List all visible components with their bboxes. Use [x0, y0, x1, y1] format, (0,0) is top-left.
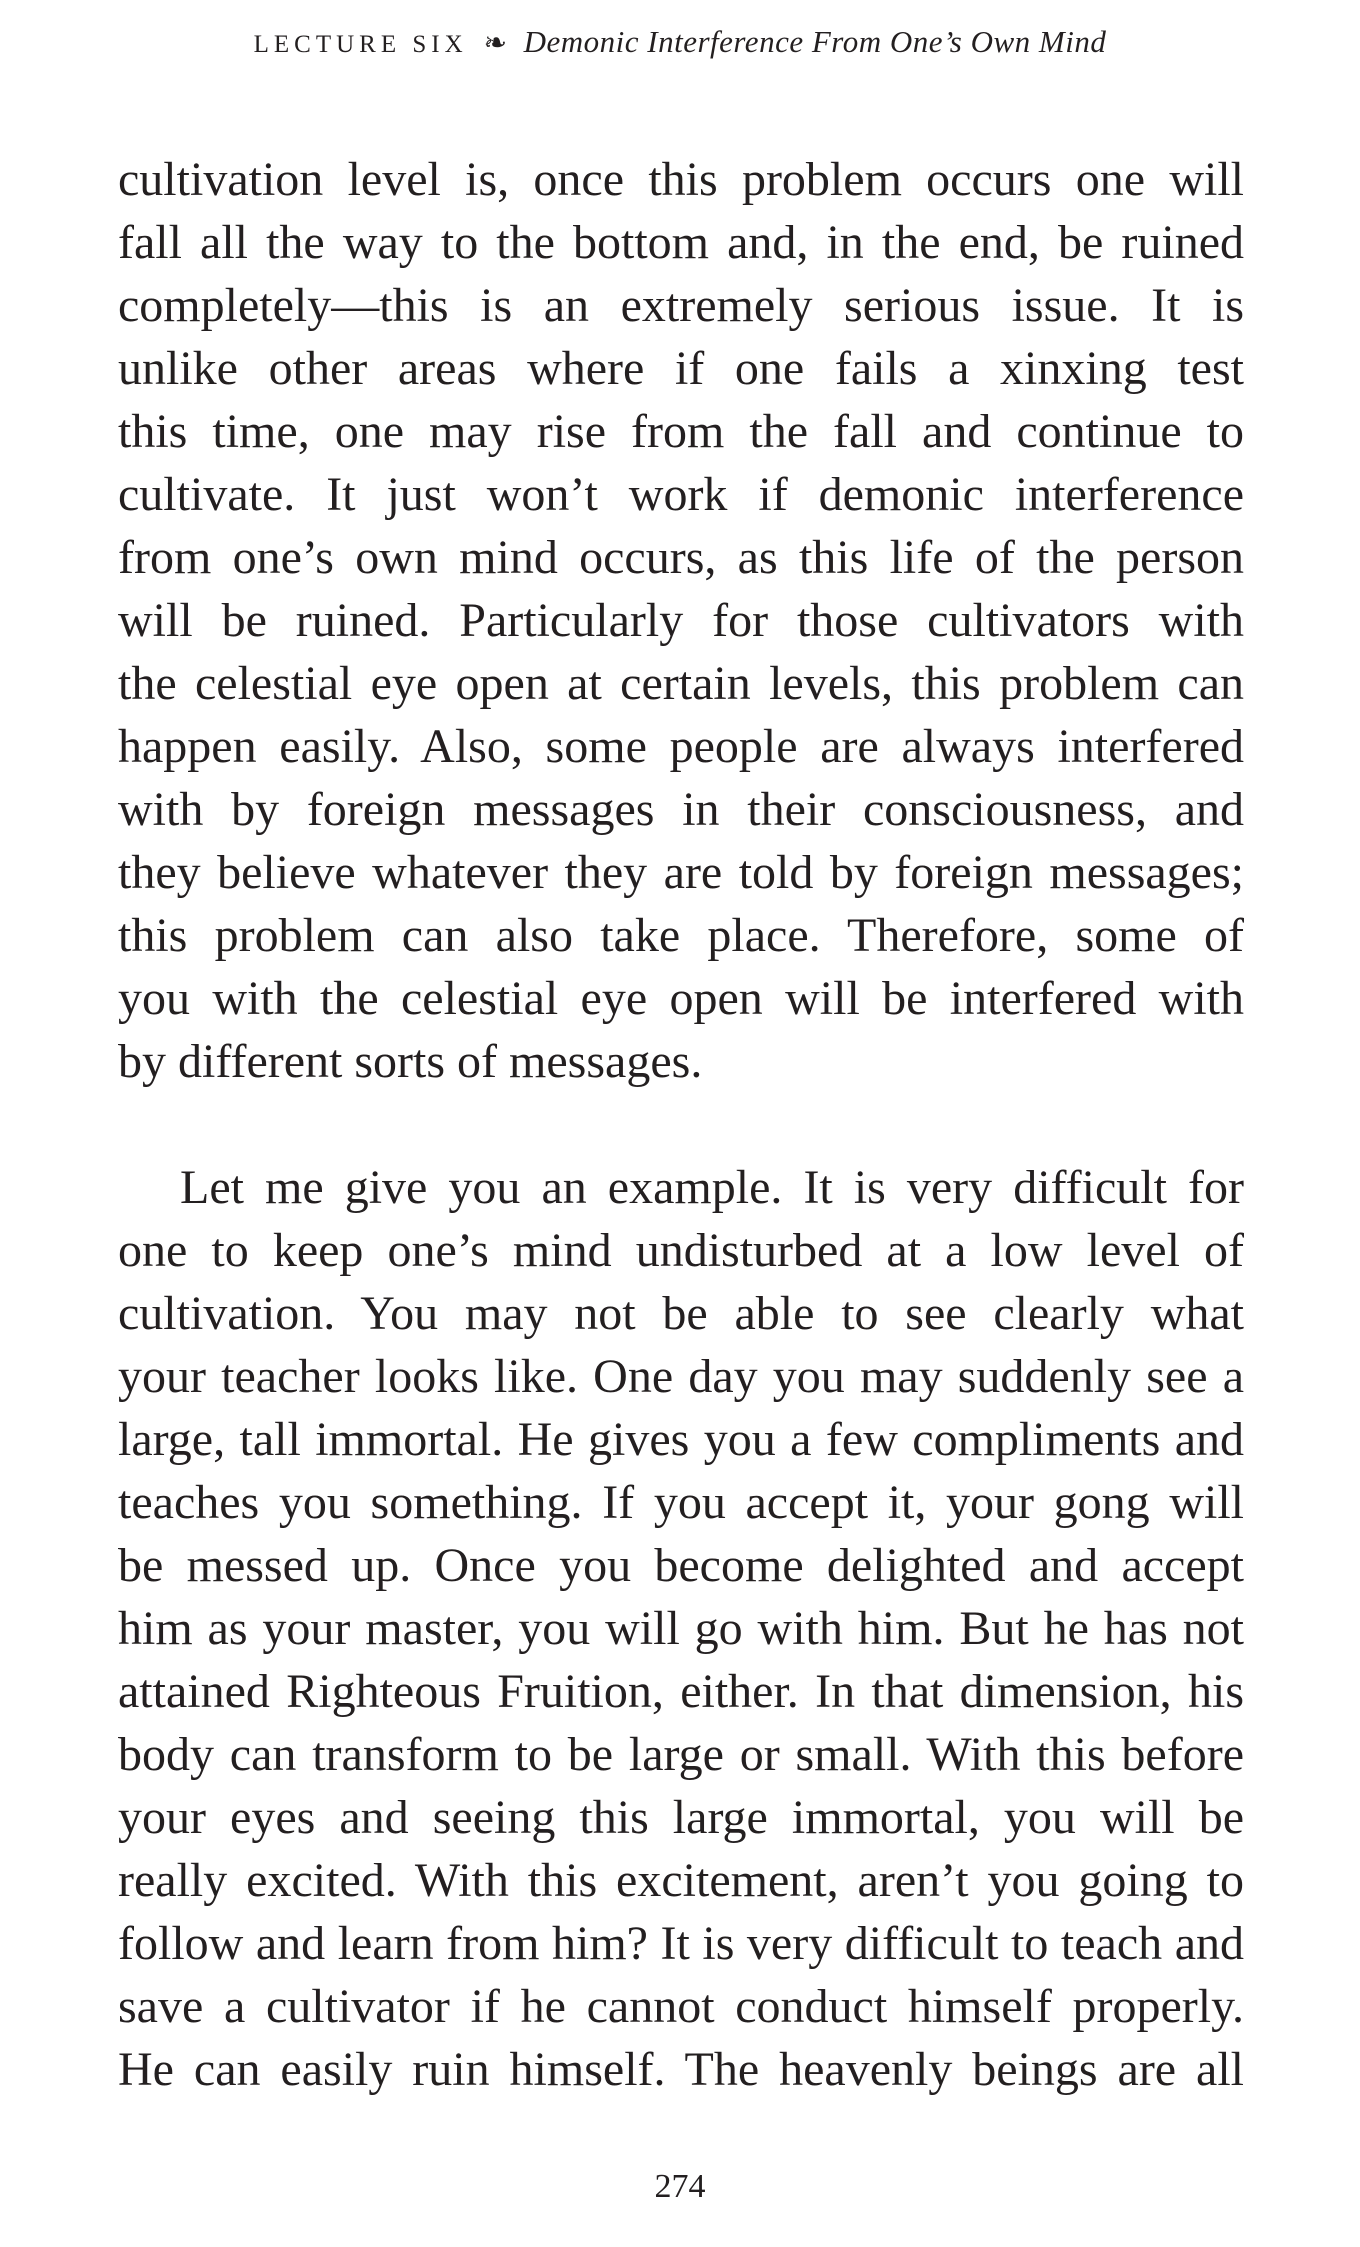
text-line: fall all the way to the bottom and, in the end, be ruined: [118, 216, 1244, 269]
paragraph-2: [118, 1156, 1244, 2101]
text-line: completely—this is an extremely serious issue. It is: [118, 279, 1244, 332]
running-head-chapter-title: Demonic Interference From One’s Own Mind: [523, 24, 1107, 59]
text-line: will be ruined. Particularly for those cultivators with: [118, 594, 1244, 647]
fleuron-ornament-icon: ❧: [483, 28, 508, 59]
text-line: Let me give you an example. It is very difficult for: [180, 1161, 1244, 1214]
text-line: happen easily. Also, some people are always interfered: [118, 720, 1244, 773]
text-line: this problem can also take place. Therefore, some of: [118, 909, 1244, 962]
paragraph-1: [118, 148, 1244, 1093]
text-line: really excited. With this excitement, aren’t you going to: [118, 1854, 1244, 1907]
text-line: this time, one may rise from the fall and continue to: [118, 405, 1244, 458]
body-text: [118, 148, 1244, 2101]
text-line: one to keep one’s mind undisturbed at a low level of: [118, 1224, 1244, 1277]
text-line: follow and learn from him? It is very difficult to teach and: [118, 1917, 1244, 1970]
text-line: from one’s own mind occurs, as this life of the person: [118, 531, 1244, 584]
text-line: cultivation level is, once this problem occurs one will: [118, 153, 1244, 206]
text-line: teaches you something. If you accept it, your gong will: [118, 1476, 1244, 1529]
text-line: body can transform to be large or small. With this before: [118, 1728, 1244, 1781]
running-head-lecture: LECTURE SIX: [253, 31, 468, 58]
text-line: save a cultivator if he cannot conduct himself properly.: [118, 1980, 1244, 2033]
text-line: large, tall immortal. He gives you a few compliments and: [118, 1413, 1244, 1466]
text-line: you with the celestial eye open will be interfered with: [118, 972, 1244, 1025]
text-line: the celestial eye open at certain levels, this problem can: [118, 657, 1244, 710]
page-number: 274: [654, 2168, 706, 2205]
text-line: him as your master, you will go with him. But he has not: [118, 1602, 1244, 1655]
text-line: unlike other areas where if one fails a xinxing test: [118, 342, 1244, 395]
text-line: by different sorts of messages.: [118, 1035, 703, 1088]
text-line: with by foreign messages in their consciousness, and: [118, 783, 1244, 836]
text-line: attained Righteous Fruition, either. In that dimension, his: [118, 1665, 1244, 1718]
text-line: your eyes and seeing this large immortal, you will be: [118, 1791, 1244, 1844]
text-line: they believe whatever they are told by foreign messages;: [118, 846, 1244, 899]
text-line: your teacher looks like. One day you may suddenly see a: [118, 1350, 1244, 1403]
text-line: cultivation. You may not be able to see clearly what: [118, 1287, 1244, 1340]
text-line: cultivate. It just won’t work if demonic interference: [118, 468, 1244, 521]
text-line: He can easily ruin himself. The heavenly beings are all: [118, 2043, 1244, 2096]
running-head: [0, 24, 1360, 60]
text-line: be messed up. Once you become delighted and accept: [118, 1539, 1244, 1592]
